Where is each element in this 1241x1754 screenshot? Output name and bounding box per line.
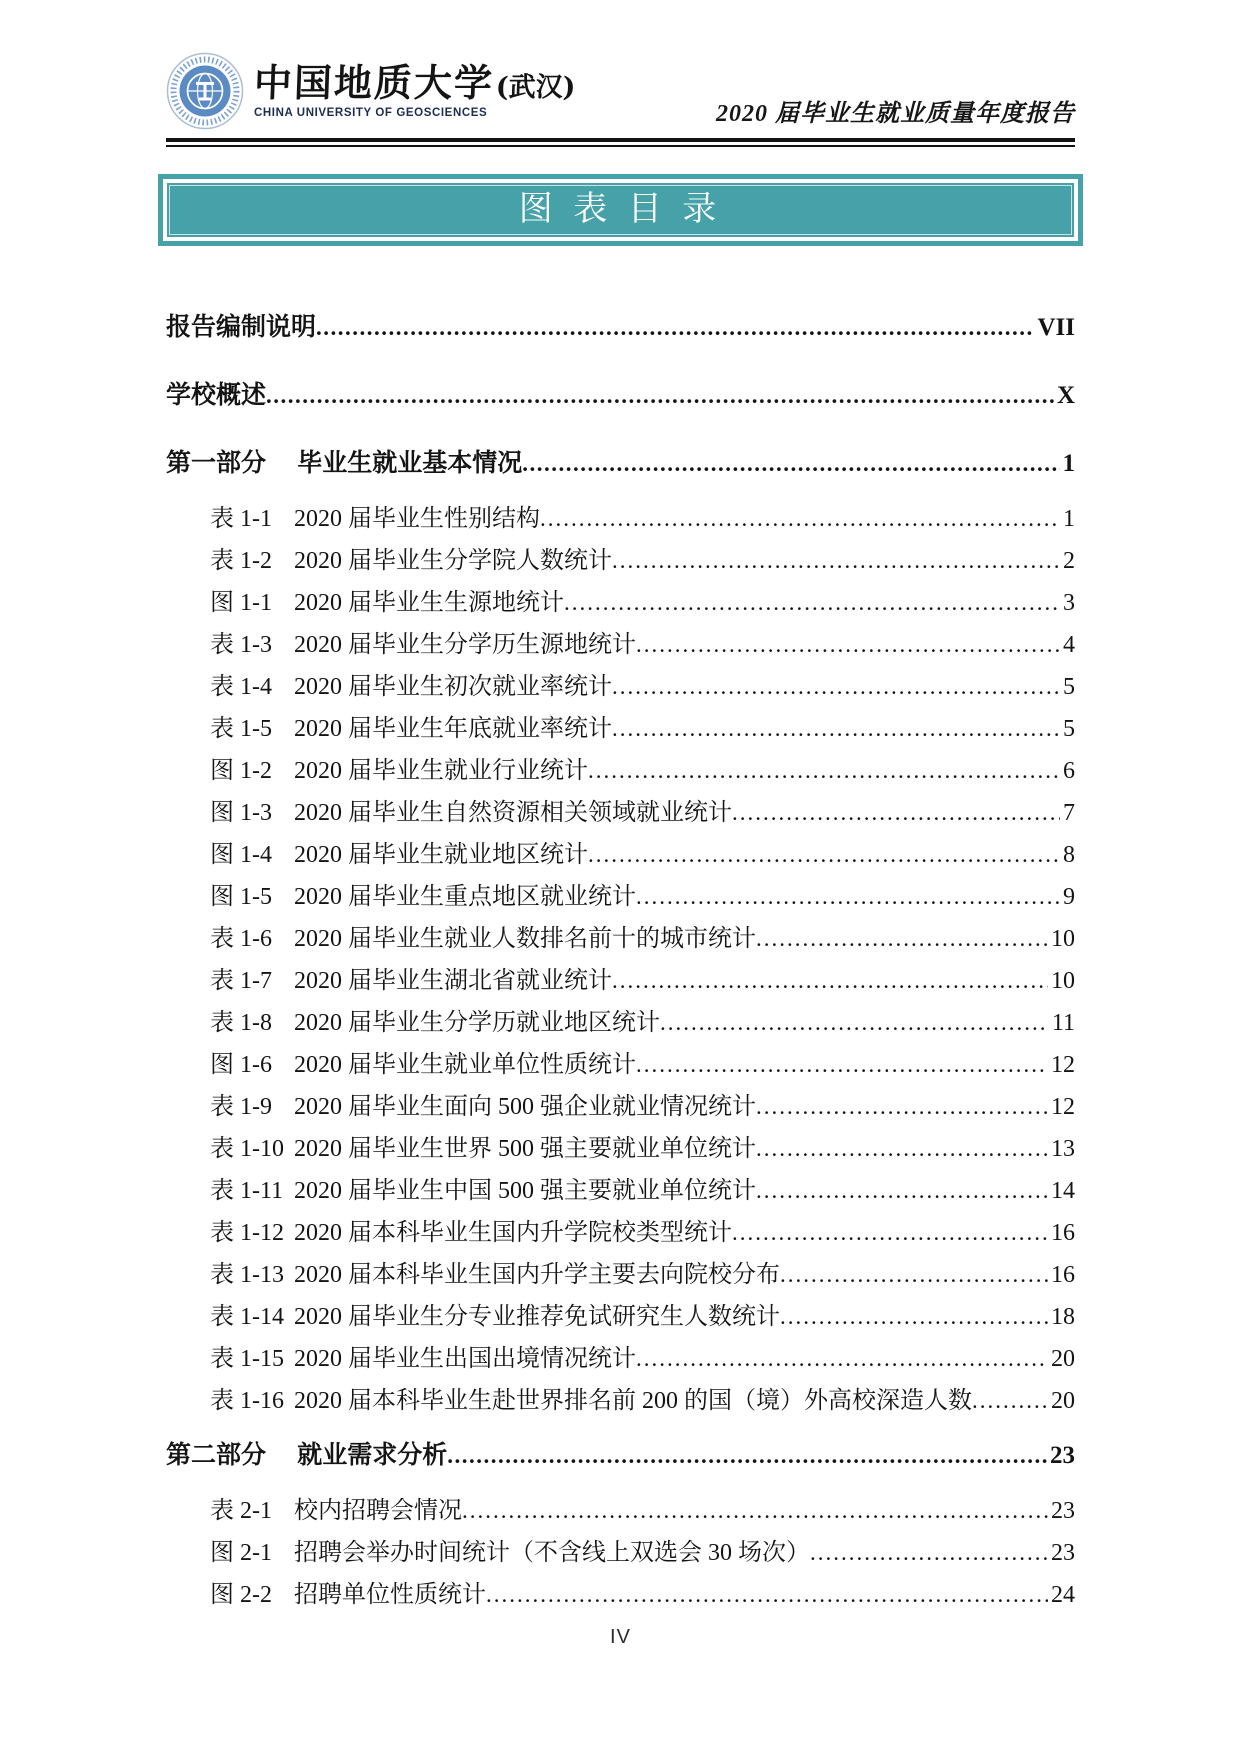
toc-entry-row xyxy=(166,666,1075,708)
toc-page-number: 10 xyxy=(1051,926,1075,952)
dot-leader xyxy=(612,960,1048,1002)
toc-section-row xyxy=(166,1435,1075,1477)
toc-entry-row xyxy=(166,750,1075,792)
dot-leader xyxy=(266,375,1054,417)
toc-page-number: 7 xyxy=(1063,800,1075,826)
toc-entry-row xyxy=(166,834,1075,876)
dot-leader xyxy=(810,1532,1048,1574)
toc-page-number: 16 xyxy=(1051,1220,1075,1246)
toc-banner xyxy=(158,174,1083,246)
university-name-en: CHINA UNIVERSITY OF GEOSCIENCES xyxy=(254,106,488,119)
toc-banner-title: 图 表 目 录 xyxy=(518,191,723,228)
toc-entry-label: 表 1-4 xyxy=(210,674,272,700)
dot-leader xyxy=(756,1128,1048,1170)
toc-entry-title: 2020 届本科毕业生国内升学主要去向院校分布 xyxy=(294,1262,780,1288)
toc-entry-label: 图 2-1 xyxy=(210,1540,272,1566)
toc-entry-title: 2020 届毕业生分学历生源地统计 xyxy=(294,632,636,658)
dot-leader xyxy=(660,1002,1049,1044)
toc-list xyxy=(166,294,1075,1616)
toc-entry-row xyxy=(166,960,1075,1002)
toc-entry-title: 2020 届毕业生就业行业统计 xyxy=(294,758,588,784)
toc-page-number: 14 xyxy=(1051,1178,1075,1204)
page-number: IV xyxy=(610,1626,631,1648)
toc-entry-row xyxy=(166,582,1075,624)
toc-entry-title: 2020 届毕业生重点地区就业统计 xyxy=(294,884,636,910)
toc-entry-label: 图 1-1 xyxy=(210,590,272,616)
header-divider-thin-line xyxy=(166,145,1075,147)
dot-leader xyxy=(636,1044,1048,1086)
dot-leader xyxy=(486,1574,1048,1616)
toc-page-number: 10 xyxy=(1051,968,1075,994)
toc-entry-row xyxy=(166,1086,1075,1128)
toc-entry-row xyxy=(166,1128,1075,1170)
university-seal-icon xyxy=(166,52,244,130)
university-campus: (武汉) xyxy=(495,71,576,103)
toc-entry-row xyxy=(166,540,1075,582)
toc-section-title: 学校概述 xyxy=(166,382,267,409)
toc-page-number: 1 xyxy=(1063,506,1075,532)
dot-leader xyxy=(972,1380,1048,1422)
university-logo xyxy=(166,52,576,130)
dot-leader xyxy=(462,1490,1048,1532)
toc-entry-label: 表 1-15 xyxy=(210,1346,284,1372)
toc-entry-label: 图 1-5 xyxy=(210,884,272,910)
toc-entry-row xyxy=(166,708,1075,750)
dot-leader xyxy=(316,307,1034,349)
toc-entry-label: 表 1-13 xyxy=(210,1262,284,1288)
toc-entry-label: 表 1-11 xyxy=(210,1178,284,1204)
toc-page-number: 1 xyxy=(1062,450,1075,477)
toc-entry-title: 2020 届毕业生就业单位性质统计 xyxy=(294,1052,636,1078)
toc-page-number: 12 xyxy=(1051,1094,1075,1120)
toc-page-number: 2 xyxy=(1063,548,1075,574)
toc-entry-title: 2020 届毕业生面向 500 强企业就业情况统计 xyxy=(294,1094,756,1120)
dot-leader xyxy=(756,918,1048,960)
toc-entry-title: 2020 届本科毕业生国内升学院校类型统计 xyxy=(294,1220,732,1246)
dot-leader xyxy=(732,1212,1048,1254)
toc-entry-label: 表 1-14 xyxy=(210,1304,284,1330)
toc-page-number: 23 xyxy=(1050,1442,1075,1469)
page-header xyxy=(0,0,1241,138)
toc-entry-label: 图 1-3 xyxy=(210,800,272,826)
toc-entry-title: 2020 届毕业生就业地区统计 xyxy=(294,842,588,868)
toc-section-title: 报告编制说明 xyxy=(166,314,317,341)
toc-entry-row xyxy=(166,918,1075,960)
toc-entry-label: 图 1-4 xyxy=(210,842,272,868)
toc-page-number: 11 xyxy=(1051,1010,1075,1036)
toc-entry-title: 校内招聘会情况 xyxy=(294,1498,462,1524)
toc-section-row xyxy=(166,307,1075,349)
toc-entry-label: 表 1-12 xyxy=(210,1220,284,1246)
toc-page-number: 20 xyxy=(1051,1346,1075,1372)
dot-leader xyxy=(612,540,1060,582)
toc-page-number: X xyxy=(1056,382,1075,409)
toc-banner-inner xyxy=(167,183,1074,237)
toc-entry-label: 表 1-1 xyxy=(210,506,272,532)
toc-entry-label: 表 1-9 xyxy=(210,1094,272,1120)
toc-page-number: 23 xyxy=(1051,1540,1075,1566)
toc-entry-title: 2020 届毕业生世界 500 强主要就业单位统计 xyxy=(294,1136,756,1162)
toc-entry-row xyxy=(166,1338,1075,1380)
toc-entry-title: 2020 届毕业生自然资源相关领域就业统计 xyxy=(294,800,732,826)
toc-entry-label: 图 2-2 xyxy=(210,1582,272,1608)
toc-page-number: 23 xyxy=(1051,1498,1075,1524)
toc-section-title: 第一部分 毕业生就业基本情况 xyxy=(166,450,523,477)
toc-entry-label: 表 1-8 xyxy=(210,1010,272,1036)
dot-leader xyxy=(636,876,1060,918)
toc-entry-title: 2020 届毕业生分学院人数统计 xyxy=(294,548,612,574)
toc-page-number: VII xyxy=(1037,314,1075,341)
dot-leader xyxy=(636,624,1060,666)
toc-entry-title: 2020 届毕业生中国 500 强主要就业单位统计 xyxy=(294,1178,756,1204)
toc-page-number: 6 xyxy=(1063,758,1075,784)
dot-leader xyxy=(756,1086,1048,1128)
toc-entry-title: 2020 届毕业生分学历就业地区统计 xyxy=(294,1010,660,1036)
toc-section-row xyxy=(166,375,1075,417)
university-name-block xyxy=(253,59,576,119)
toc-entry-label: 图 1-6 xyxy=(210,1052,272,1078)
toc-entry-row xyxy=(166,1532,1075,1574)
toc-page-number: 9 xyxy=(1063,884,1075,910)
toc-page-number: 8 xyxy=(1063,842,1075,868)
dot-leader xyxy=(612,708,1060,750)
toc-entry-title: 2020 届本科毕业生赴世界排名前 200 的国（境）外高校深造人数 xyxy=(294,1388,972,1414)
dot-leader xyxy=(732,792,1060,834)
toc-page-number: 5 xyxy=(1063,716,1075,742)
toc-entry-row xyxy=(166,1212,1075,1254)
toc-entry-row xyxy=(166,1254,1075,1296)
dot-leader xyxy=(780,1296,1048,1338)
dot-leader xyxy=(756,1170,1048,1212)
dot-leader xyxy=(522,443,1059,485)
toc-entry-row xyxy=(166,1296,1075,1338)
toc-entry-row xyxy=(166,1380,1075,1422)
dot-leader xyxy=(636,1338,1048,1380)
dot-leader xyxy=(588,834,1060,876)
toc-section-row xyxy=(166,443,1075,485)
toc-page-number: 13 xyxy=(1051,1136,1075,1162)
toc-entry-title: 2020 届毕业生就业人数排名前十的城市统计 xyxy=(294,926,756,952)
toc-entry-label: 表 1-6 xyxy=(210,926,272,952)
dot-leader xyxy=(612,666,1060,708)
toc-entry-row xyxy=(166,1574,1075,1616)
toc-entry-label: 表 1-3 xyxy=(210,632,272,658)
toc-entry-title: 招聘会举办时间统计（不含线上双选会 30 场次） xyxy=(294,1540,810,1566)
toc-entry-title: 2020 届毕业生出国出境情况统计 xyxy=(294,1346,636,1372)
dot-leader xyxy=(540,498,1060,540)
toc-entry-row xyxy=(166,498,1075,540)
toc-entry-row xyxy=(166,624,1075,666)
toc-entry-title: 2020 届毕业生生源地统计 xyxy=(294,590,564,616)
toc-entry-label: 表 1-7 xyxy=(210,968,272,994)
toc-entry-label: 图 1-2 xyxy=(210,758,272,784)
dot-leader xyxy=(780,1254,1048,1296)
toc-entry-row xyxy=(166,1044,1075,1086)
toc-entry-title: 招聘单位性质统计 xyxy=(294,1582,486,1608)
toc-section-title: 第二部分 就业需求分析 xyxy=(166,1442,448,1469)
dot-leader xyxy=(588,750,1060,792)
university-name-cn: 中国地质大学 xyxy=(253,59,495,105)
toc-entry-row xyxy=(166,1002,1075,1044)
dot-leader xyxy=(447,1435,1047,1477)
toc-entry-label: 表 1-2 xyxy=(210,548,272,574)
page-footer xyxy=(0,1626,1241,1649)
toc-entry-title: 2020 届毕业生湖北省就业统计 xyxy=(294,968,612,994)
dot-leader xyxy=(564,582,1060,624)
toc-page-number: 20 xyxy=(1051,1388,1075,1414)
toc-entry-label: 表 1-5 xyxy=(210,716,272,742)
toc-entry-title: 2020 届毕业生性别结构 xyxy=(294,506,540,532)
toc-entry-row xyxy=(166,876,1075,918)
toc-page-number: 16 xyxy=(1051,1262,1075,1288)
toc-entry-title: 2020 届毕业生初次就业率统计 xyxy=(294,674,612,700)
toc-page-number: 4 xyxy=(1063,632,1075,658)
toc-entry-row xyxy=(166,1170,1075,1212)
toc-entry-label: 表 2-1 xyxy=(210,1498,272,1524)
toc-entry-label: 表 1-10 xyxy=(210,1136,284,1162)
university-name-cn-line xyxy=(253,59,576,105)
toc-entry-row xyxy=(166,792,1075,834)
toc-page-number: 3 xyxy=(1063,590,1075,616)
report-title: 2020 届毕业生就业质量年度报告 xyxy=(716,101,1075,127)
toc-entry-row xyxy=(166,1490,1075,1532)
toc-page-number: 5 xyxy=(1063,674,1075,700)
toc-page-number: 12 xyxy=(1051,1052,1075,1078)
toc-page-number: 18 xyxy=(1051,1304,1075,1330)
toc-entry-label: 表 1-16 xyxy=(210,1388,284,1414)
toc-entry-title: 2020 届毕业生分专业推荐免试研究生人数统计 xyxy=(294,1304,780,1330)
toc-page-number: 24 xyxy=(1051,1582,1075,1608)
header-divider xyxy=(166,138,1075,147)
toc-entry-title: 2020 届毕业生年底就业率统计 xyxy=(294,716,612,742)
